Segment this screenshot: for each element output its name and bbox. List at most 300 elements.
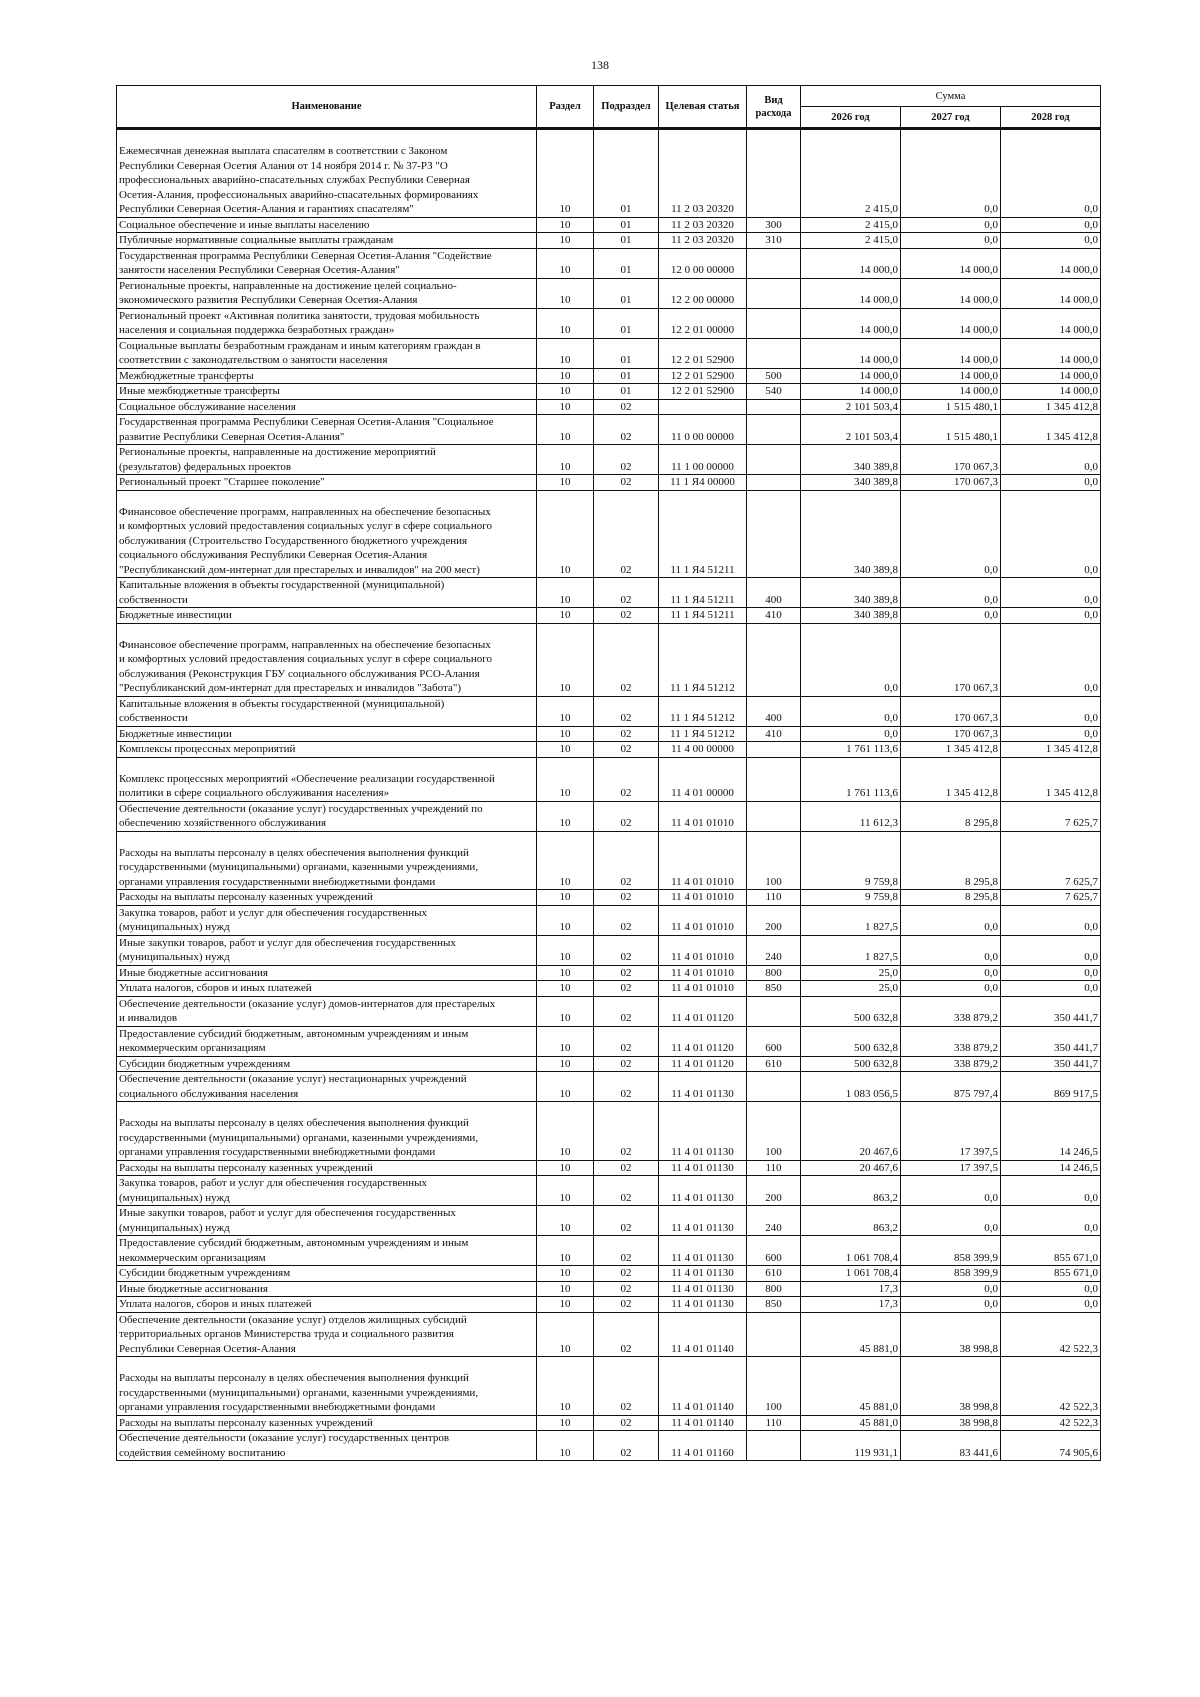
row-vid: 100 — [747, 1357, 801, 1416]
row-razdel: 10 — [537, 308, 594, 338]
row-name: Иные закупки товаров, работ и услуг для обеспечения государственных (муниципальных) нужд — [117, 935, 537, 965]
row-2026: 9 759,8 — [801, 890, 901, 906]
row-2028: 855 671,0 — [1001, 1266, 1101, 1282]
row-2028: 0,0 — [1001, 1206, 1101, 1236]
row-vid: 300 — [747, 217, 801, 233]
table-row — [117, 1072, 1101, 1102]
row-name: Публичные нормативные социальные выплаты гражданам — [117, 233, 537, 249]
row-2028: 869 917,5 — [1001, 1072, 1101, 1102]
row-2028: 0,0 — [1001, 217, 1101, 233]
row-2026: 14 000,0 — [801, 384, 901, 400]
table-row — [117, 1297, 1101, 1313]
row-target: 11 0 00 00000 — [659, 415, 747, 445]
table-row — [117, 399, 1101, 415]
row-vid: 410 — [747, 608, 801, 624]
row-2028: 14 246,5 — [1001, 1102, 1101, 1161]
row-2027: 1 515 480,1 — [901, 399, 1001, 415]
header-razdel: Раздел — [537, 86, 594, 129]
row-2026: 340 389,8 — [801, 578, 901, 608]
row-2026: 1 061 708,4 — [801, 1266, 901, 1282]
row-2028: 0,0 — [1001, 965, 1101, 981]
row-target: 11 1 Я4 51212 — [659, 696, 747, 726]
row-name: Закупка товаров, работ и услуг для обеспечения государственных (муниципальных) нужд — [117, 905, 537, 935]
row-name: Иные закупки товаров, работ и услуг для обеспечения государственных (муниципальных) нужд — [117, 1206, 537, 1236]
row-razdel: 10 — [537, 1281, 594, 1297]
row-razdel: 10 — [537, 278, 594, 308]
row-2028: 42 522,3 — [1001, 1357, 1101, 1416]
row-target: 11 2 03 20320 — [659, 129, 747, 218]
row-target: 11 4 01 01120 — [659, 996, 747, 1026]
row-vid: 800 — [747, 965, 801, 981]
row-2026: 20 467,6 — [801, 1160, 901, 1176]
row-2027: 0,0 — [901, 905, 1001, 935]
row-podrazdel: 02 — [594, 1415, 659, 1431]
row-target: 11 1 Я4 51211 — [659, 490, 747, 578]
row-razdel: 10 — [537, 415, 594, 445]
row-2026: 20 467,6 — [801, 1102, 901, 1161]
row-2028: 0,0 — [1001, 475, 1101, 491]
row-razdel: 10 — [537, 1026, 594, 1056]
row-podrazdel: 01 — [594, 338, 659, 368]
row-podrazdel: 02 — [594, 623, 659, 696]
row-razdel: 10 — [537, 368, 594, 384]
row-razdel: 10 — [537, 490, 594, 578]
row-2028: 0,0 — [1001, 935, 1101, 965]
row-target: 11 4 01 01140 — [659, 1312, 747, 1357]
row-target: 11 4 01 01010 — [659, 965, 747, 981]
row-2028: 1 345 412,8 — [1001, 399, 1101, 415]
row-vid — [747, 445, 801, 475]
row-target: 12 2 01 52900 — [659, 384, 747, 400]
row-2028: 350 441,7 — [1001, 1056, 1101, 1072]
row-2026: 0,0 — [801, 696, 901, 726]
row-2028: 0,0 — [1001, 905, 1101, 935]
row-2027: 14 000,0 — [901, 384, 1001, 400]
row-vid — [747, 1431, 801, 1461]
row-podrazdel: 01 — [594, 278, 659, 308]
row-2027: 0,0 — [901, 965, 1001, 981]
row-target: 12 2 01 52900 — [659, 338, 747, 368]
row-2026: 119 931,1 — [801, 1431, 901, 1461]
table-row — [117, 608, 1101, 624]
row-2028: 14 000,0 — [1001, 384, 1101, 400]
row-name: Предоставление субсидий бюджетным, автономным учреждениям и иным некоммерческим организациям — [117, 1026, 537, 1056]
row-vid: 850 — [747, 981, 801, 997]
row-vid: 200 — [747, 905, 801, 935]
row-vid — [747, 1312, 801, 1357]
row-2026: 1 827,5 — [801, 905, 901, 935]
row-vid: 850 — [747, 1297, 801, 1313]
row-podrazdel: 01 — [594, 217, 659, 233]
row-2026: 500 632,8 — [801, 996, 901, 1026]
row-vid: 610 — [747, 1056, 801, 1072]
row-name: Региональные проекты, направленные на достижение целей социально- экономического развития Республики Северная Осетия-Алания — [117, 278, 537, 308]
row-razdel: 10 — [537, 623, 594, 696]
row-2027: 14 000,0 — [901, 368, 1001, 384]
row-razdel: 10 — [537, 338, 594, 368]
row-razdel: 10 — [537, 1266, 594, 1282]
row-name: Государственная программа Республики Северная Осетия-Алания "Социальное развитие Республики Северная Осетия-Алания" — [117, 415, 537, 445]
row-2028: 0,0 — [1001, 233, 1101, 249]
table-row — [117, 578, 1101, 608]
row-name: Социальное обеспечение и иные выплаты населению — [117, 217, 537, 233]
row-razdel: 10 — [537, 1312, 594, 1357]
row-podrazdel: 02 — [594, 1056, 659, 1072]
row-2027: 0,0 — [901, 1206, 1001, 1236]
row-2028: 350 441,7 — [1001, 996, 1101, 1026]
table-row — [117, 1160, 1101, 1176]
row-2027: 858 399,9 — [901, 1236, 1001, 1266]
row-2027: 0,0 — [901, 233, 1001, 249]
row-vid: 200 — [747, 1176, 801, 1206]
row-target: 11 1 Я4 00000 — [659, 475, 747, 491]
row-2027: 0,0 — [901, 1297, 1001, 1313]
row-name: Обеспечение деятельности (оказание услуг) домов-интернатов для престарелых и инвалидов — [117, 996, 537, 1026]
row-2026: 500 632,8 — [801, 1026, 901, 1056]
row-razdel: 10 — [537, 1160, 594, 1176]
row-name: Субсидии бюджетным учреждениям — [117, 1266, 537, 1282]
row-target: 11 4 00 00000 — [659, 742, 747, 758]
row-name: Региональные проекты, направленные на достижение мероприятий (результатов) федеральных проектов — [117, 445, 537, 475]
row-2026: 2 415,0 — [801, 129, 901, 218]
row-2026: 863,2 — [801, 1206, 901, 1236]
row-2028: 7 625,7 — [1001, 831, 1101, 890]
row-podrazdel: 02 — [594, 965, 659, 981]
row-vid: 600 — [747, 1236, 801, 1266]
row-2026: 14 000,0 — [801, 368, 901, 384]
row-razdel: 10 — [537, 1176, 594, 1206]
row-razdel: 10 — [537, 981, 594, 997]
row-2027: 14 000,0 — [901, 308, 1001, 338]
row-vid — [747, 801, 801, 831]
row-podrazdel: 02 — [594, 801, 659, 831]
row-2028: 74 905,6 — [1001, 1431, 1101, 1461]
row-2027: 0,0 — [901, 217, 1001, 233]
row-2028: 0,0 — [1001, 129, 1101, 218]
table-row — [117, 384, 1101, 400]
row-name: Обеспечение деятельности (оказание услуг) нестационарных учреждений социального обслуживания населения — [117, 1072, 537, 1102]
row-2027: 17 397,5 — [901, 1102, 1001, 1161]
row-name: Ежемесячная денежная выплата спасателям в соответствии с Законом Республики Северная Осетия Алания от 14 ноября 2014 г. № 37-РЗ "О профессиональных аварийно-спасательных службах Республики Северная Осетия-Алания, профессиональных аварийно-спасательных формированиях Республики Северная Осетия-Алания и гарантиях спасателям" — [117, 129, 537, 218]
budget-table — [116, 85, 1101, 1461]
row-target: 12 2 01 52900 — [659, 368, 747, 384]
row-2028: 42 522,3 — [1001, 1415, 1101, 1431]
row-razdel: 10 — [537, 1056, 594, 1072]
row-2026: 2 415,0 — [801, 233, 901, 249]
row-2026: 500 632,8 — [801, 1056, 901, 1072]
row-podrazdel: 02 — [594, 935, 659, 965]
row-2028: 14 000,0 — [1001, 248, 1101, 278]
row-2026: 1 761 113,6 — [801, 757, 901, 801]
row-vid: 310 — [747, 233, 801, 249]
row-2028: 7 625,7 — [1001, 890, 1101, 906]
row-2027: 8 295,8 — [901, 890, 1001, 906]
row-2028: 14 246,5 — [1001, 1160, 1101, 1176]
row-target: 11 4 01 01160 — [659, 1431, 747, 1461]
row-2027: 0,0 — [901, 490, 1001, 578]
row-name: Обеспечение деятельности (оказание услуг) отделов жилищных субсидий территориальных органов Министерства труда и социального развития Республики Северная Осетия-Алания — [117, 1312, 537, 1357]
row-2028: 0,0 — [1001, 726, 1101, 742]
row-2027: 0,0 — [901, 129, 1001, 218]
row-2027: 858 399,9 — [901, 1266, 1001, 1282]
row-vid: 110 — [747, 890, 801, 906]
row-vid — [747, 996, 801, 1026]
row-target: 11 4 01 01130 — [659, 1160, 747, 1176]
row-vid — [747, 490, 801, 578]
row-target: 11 4 01 01130 — [659, 1236, 747, 1266]
row-2026: 17,3 — [801, 1297, 901, 1313]
row-razdel: 10 — [537, 233, 594, 249]
row-2028: 14 000,0 — [1001, 338, 1101, 368]
row-2026: 1 083 056,5 — [801, 1072, 901, 1102]
table-row — [117, 757, 1101, 801]
row-name: Иные бюджетные ассигнования — [117, 965, 537, 981]
row-target: 11 4 01 01130 — [659, 1102, 747, 1161]
row-name: Расходы на выплаты персоналу в целях обеспечения выполнения функций государственными (муниципальными) органами, казенными учреждениями, органами управления государственными внебюджетными фондами — [117, 1357, 537, 1416]
row-2027: 0,0 — [901, 608, 1001, 624]
row-target: 12 0 00 00000 — [659, 248, 747, 278]
row-target: 11 4 01 01130 — [659, 1281, 747, 1297]
row-vid — [747, 1072, 801, 1102]
row-razdel: 10 — [537, 757, 594, 801]
row-2028: 0,0 — [1001, 981, 1101, 997]
table-body — [117, 129, 1101, 1461]
row-podrazdel: 02 — [594, 578, 659, 608]
row-2026: 1 061 708,4 — [801, 1236, 901, 1266]
row-vid — [747, 623, 801, 696]
row-podrazdel: 01 — [594, 368, 659, 384]
row-name: Обеспечение деятельности (оказание услуг) государственных учреждений по обеспечению хозяйственного обслуживания — [117, 801, 537, 831]
table-row — [117, 696, 1101, 726]
row-2026: 0,0 — [801, 726, 901, 742]
row-target: 11 4 01 01130 — [659, 1072, 747, 1102]
row-2027: 170 067,3 — [901, 726, 1001, 742]
row-podrazdel: 02 — [594, 1072, 659, 1102]
row-podrazdel: 02 — [594, 996, 659, 1026]
row-2026: 25,0 — [801, 965, 901, 981]
header-podrazdel: Подраздел — [594, 86, 659, 129]
row-vid — [747, 278, 801, 308]
row-2027: 14 000,0 — [901, 248, 1001, 278]
row-vid: 240 — [747, 1206, 801, 1236]
row-razdel: 10 — [537, 801, 594, 831]
row-name: Уплата налогов, сборов и иных платежей — [117, 1297, 537, 1313]
row-razdel: 10 — [537, 696, 594, 726]
row-2027: 875 797,4 — [901, 1072, 1001, 1102]
row-2028: 0,0 — [1001, 696, 1101, 726]
row-target: 11 4 01 01130 — [659, 1297, 747, 1313]
row-2027: 38 998,8 — [901, 1415, 1001, 1431]
table-row — [117, 1102, 1101, 1161]
table-row — [117, 338, 1101, 368]
table-row — [117, 1056, 1101, 1072]
row-target: 11 2 03 20320 — [659, 233, 747, 249]
row-name: Социальные выплаты безработным гражданам и иным категориям граждан в соответствии с законодательством о занятости населения — [117, 338, 537, 368]
row-2028: 7 625,7 — [1001, 801, 1101, 831]
row-target: 12 2 00 00000 — [659, 278, 747, 308]
row-name: Субсидии бюджетным учреждениям — [117, 1056, 537, 1072]
row-2028: 42 522,3 — [1001, 1312, 1101, 1357]
header-sum: Сумма — [801, 86, 1101, 107]
table-row — [117, 1236, 1101, 1266]
table-row — [117, 1357, 1101, 1416]
table-row — [117, 415, 1101, 445]
table-row — [117, 905, 1101, 935]
row-razdel: 10 — [537, 217, 594, 233]
row-2027: 0,0 — [901, 981, 1001, 997]
row-vid: 800 — [747, 1281, 801, 1297]
row-vid — [747, 399, 801, 415]
row-2028: 0,0 — [1001, 1176, 1101, 1206]
row-vid: 100 — [747, 1102, 801, 1161]
row-vid: 400 — [747, 696, 801, 726]
row-name: Расходы на выплаты персоналу в целях обеспечения выполнения функций государственными (муниципальными) органами, казенными учреждениями, органами управления государственными внебюджетными фондами — [117, 1102, 537, 1161]
row-razdel: 10 — [537, 1357, 594, 1416]
row-name: Закупка товаров, работ и услуг для обеспечения государственных (муниципальных) нужд — [117, 1176, 537, 1206]
row-podrazdel: 01 — [594, 233, 659, 249]
row-name: Социальное обслуживание населения — [117, 399, 537, 415]
row-2027: 0,0 — [901, 1176, 1001, 1206]
row-target: 11 4 01 01010 — [659, 905, 747, 935]
row-name: Комплекс процессных мероприятий «Обеспечение реализации государственной политики в сфере социального обслуживания населения» — [117, 757, 537, 801]
row-2026: 2 101 503,4 — [801, 415, 901, 445]
row-name: Расходы на выплаты персоналу казенных учреждений — [117, 890, 537, 906]
row-name: Расходы на выплаты персоналу в целях обеспечения выполнения функций государственными (муниципальными) органами, казенными учреждениями, органами управления государственными внебюджетными фондами — [117, 831, 537, 890]
row-target: 11 4 01 01010 — [659, 831, 747, 890]
table-row — [117, 368, 1101, 384]
row-target: 11 4 01 01010 — [659, 981, 747, 997]
row-2026: 45 881,0 — [801, 1357, 901, 1416]
row-target: 11 4 01 01130 — [659, 1266, 747, 1282]
table-row — [117, 831, 1101, 890]
header-2026: 2026 год — [801, 107, 901, 129]
row-razdel: 10 — [537, 1297, 594, 1313]
row-podrazdel: 02 — [594, 742, 659, 758]
row-vid: 540 — [747, 384, 801, 400]
row-2027: 0,0 — [901, 578, 1001, 608]
row-2027: 170 067,3 — [901, 623, 1001, 696]
row-podrazdel: 02 — [594, 399, 659, 415]
row-podrazdel: 02 — [594, 1297, 659, 1313]
row-2027: 1 345 412,8 — [901, 742, 1001, 758]
table-row — [117, 490, 1101, 578]
row-podrazdel: 02 — [594, 608, 659, 624]
table-header — [117, 86, 1101, 129]
row-podrazdel: 01 — [594, 248, 659, 278]
row-vid: 600 — [747, 1026, 801, 1056]
row-razdel: 10 — [537, 129, 594, 218]
row-target: 11 4 01 01010 — [659, 935, 747, 965]
row-vid: 240 — [747, 935, 801, 965]
row-vid — [747, 338, 801, 368]
table-row — [117, 890, 1101, 906]
row-2028: 1 345 412,8 — [1001, 757, 1101, 801]
row-2026: 340 389,8 — [801, 445, 901, 475]
row-vid — [747, 757, 801, 801]
row-razdel: 10 — [537, 384, 594, 400]
row-razdel: 10 — [537, 1415, 594, 1431]
table-row — [117, 965, 1101, 981]
header-name: Наименование — [117, 86, 537, 129]
row-2026: 1 827,5 — [801, 935, 901, 965]
row-vid: 400 — [747, 578, 801, 608]
row-razdel: 10 — [537, 1102, 594, 1161]
row-vid — [747, 475, 801, 491]
row-name: Расходы на выплаты персоналу казенных учреждений — [117, 1415, 537, 1431]
table-row — [117, 1176, 1101, 1206]
table-row — [117, 1206, 1101, 1236]
row-podrazdel: 02 — [594, 490, 659, 578]
row-podrazdel: 02 — [594, 1160, 659, 1176]
row-podrazdel: 02 — [594, 981, 659, 997]
row-razdel: 10 — [537, 726, 594, 742]
row-podrazdel: 01 — [594, 308, 659, 338]
row-razdel: 10 — [537, 248, 594, 278]
row-target: 11 1 00 00000 — [659, 445, 747, 475]
row-razdel: 10 — [537, 1236, 594, 1266]
row-podrazdel: 02 — [594, 890, 659, 906]
row-2028: 0,0 — [1001, 1281, 1101, 1297]
row-podrazdel: 02 — [594, 831, 659, 890]
row-2027: 338 879,2 — [901, 1026, 1001, 1056]
row-podrazdel: 02 — [594, 1312, 659, 1357]
row-2026: 340 389,8 — [801, 490, 901, 578]
row-razdel: 10 — [537, 608, 594, 624]
row-razdel: 10 — [537, 399, 594, 415]
row-razdel: 10 — [537, 475, 594, 491]
row-2026: 11 612,3 — [801, 801, 901, 831]
table-row — [117, 996, 1101, 1026]
row-2027: 14 000,0 — [901, 338, 1001, 368]
row-podrazdel: 02 — [594, 1206, 659, 1236]
row-name: Комплексы процессных мероприятий — [117, 742, 537, 758]
row-razdel: 10 — [537, 1072, 594, 1102]
row-2028: 0,0 — [1001, 445, 1101, 475]
row-2026: 0,0 — [801, 623, 901, 696]
row-vid — [747, 129, 801, 218]
row-razdel: 10 — [537, 742, 594, 758]
row-razdel: 10 — [537, 1431, 594, 1461]
header-vid: Вид расхода — [747, 86, 801, 129]
row-podrazdel: 02 — [594, 415, 659, 445]
row-2026: 45 881,0 — [801, 1415, 901, 1431]
table-row — [117, 1312, 1101, 1357]
row-razdel: 10 — [537, 831, 594, 890]
row-name: Региональный проект «Активная политика занятости, трудовая мобильность населения и социальная поддержка безработных граждан» — [117, 308, 537, 338]
row-2027: 0,0 — [901, 935, 1001, 965]
row-podrazdel: 01 — [594, 129, 659, 218]
row-2026: 45 881,0 — [801, 1312, 901, 1357]
table-row — [117, 981, 1101, 997]
row-target: 11 1 Я4 51212 — [659, 623, 747, 696]
row-2028: 0,0 — [1001, 490, 1101, 578]
row-2027: 0,0 — [901, 1281, 1001, 1297]
table-row — [117, 1431, 1101, 1461]
table-row — [117, 623, 1101, 696]
row-podrazdel: 02 — [594, 726, 659, 742]
row-target: 12 2 01 00000 — [659, 308, 747, 338]
row-2026: 2 101 503,4 — [801, 399, 901, 415]
row-target — [659, 399, 747, 415]
row-name: Капитальные вложения в объекты государственной (муниципальной) собственности — [117, 578, 537, 608]
row-target: 11 1 Я4 51211 — [659, 608, 747, 624]
row-2028: 0,0 — [1001, 608, 1101, 624]
row-2028: 855 671,0 — [1001, 1236, 1101, 1266]
row-razdel: 10 — [537, 890, 594, 906]
row-target: 11 1 Я4 51211 — [659, 578, 747, 608]
row-vid: 110 — [747, 1160, 801, 1176]
row-razdel: 10 — [537, 445, 594, 475]
